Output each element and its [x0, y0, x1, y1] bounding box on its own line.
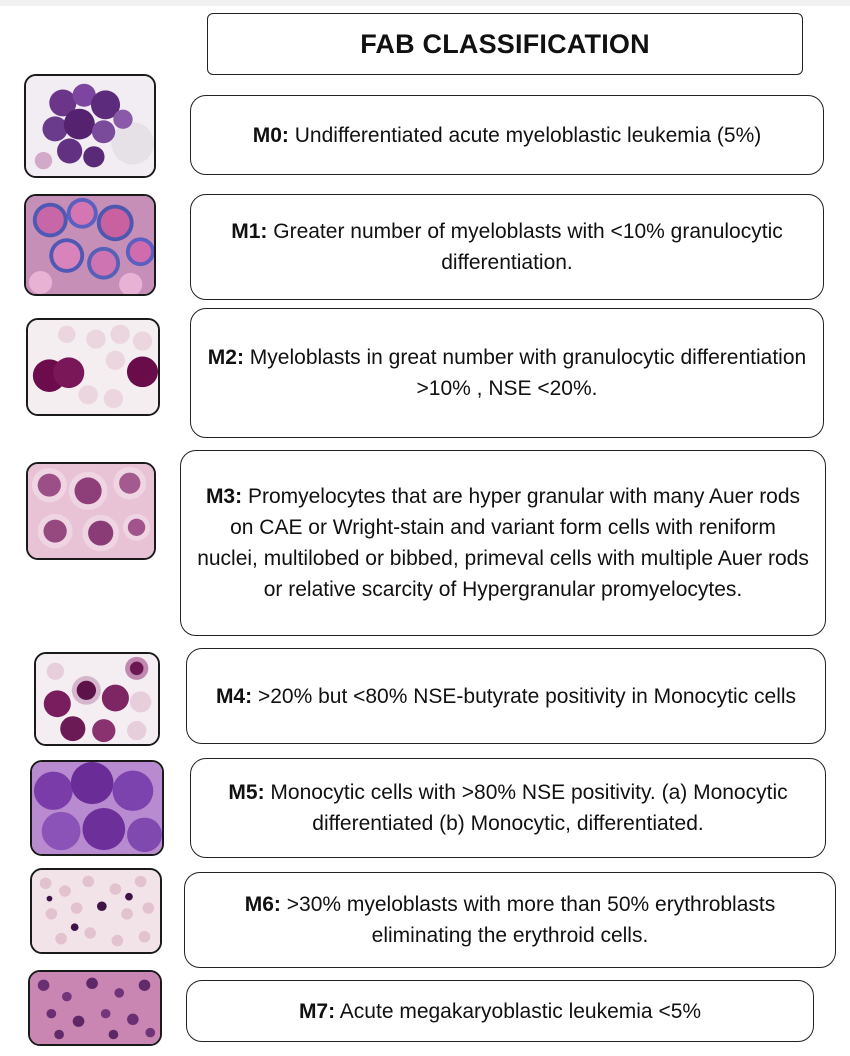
m4-code: M4: — [215, 684, 253, 708]
title-box — [207, 13, 803, 75]
m1-code: M1: — [231, 220, 268, 243]
m0-micrograph — [24, 74, 156, 178]
m4-box — [186, 648, 826, 744]
m6-text: >30% myeloblasts with more than 50% erythroblasts eliminating the erythroid cells. — [286, 893, 776, 947]
top-edge — [0, 0, 850, 6]
m3-micrograph — [26, 462, 156, 560]
m7-box — [186, 980, 814, 1042]
m6-code: M6: — [244, 893, 281, 916]
m2-box — [190, 308, 824, 438]
m5-micrograph — [30, 760, 164, 856]
m2-micrograph — [26, 318, 160, 416]
m4-micrograph — [34, 652, 160, 746]
page-title: FAB CLASSIFICATION — [360, 28, 650, 59]
m0-box — [190, 95, 824, 175]
m7-code: M7: — [298, 999, 336, 1023]
m3-text: Promyelocytes that are hyper granular with many Auer rods on CAE or Wright-stain and variant form cells with reniform nuclei, multilobed or bibbed, primeval cells with multiple Auer rods or relative scarcity of Hypergranular promyelocytes. — [197, 485, 809, 601]
m1-micrograph — [24, 194, 156, 296]
m7-text: Acute megakaryoblastic leukemia <5% — [339, 999, 702, 1023]
m5-code: M5: — [228, 781, 265, 804]
m0-text: Undifferentiated acute myeloblastic leukemia (5%) — [294, 123, 762, 147]
m7-micrograph — [28, 970, 162, 1046]
m0-code: M0: — [252, 123, 289, 147]
m1-box — [190, 194, 824, 300]
m4-text: >20% but <80% NSE-butyrate positivity in Monocytic cells — [257, 684, 797, 708]
m3-code: M3: — [205, 485, 243, 508]
m1-text: Greater number of myeloblasts with <10% granulocytic differentiation. — [273, 220, 783, 274]
m2-code: M2: — [207, 346, 244, 369]
m2-text: Myeloblasts in great number with granulocytic differentiation >10% , NSE <20%. — [249, 346, 807, 400]
m5-text: Monocytic cells with >80% NSE positivity. (a) Monocytic differentiated (b) Monocytic, differentiated. — [270, 781, 788, 835]
m6-box — [184, 872, 836, 968]
m3-box — [180, 450, 826, 636]
m5-box — [190, 758, 826, 858]
m6-micrograph — [30, 868, 162, 954]
